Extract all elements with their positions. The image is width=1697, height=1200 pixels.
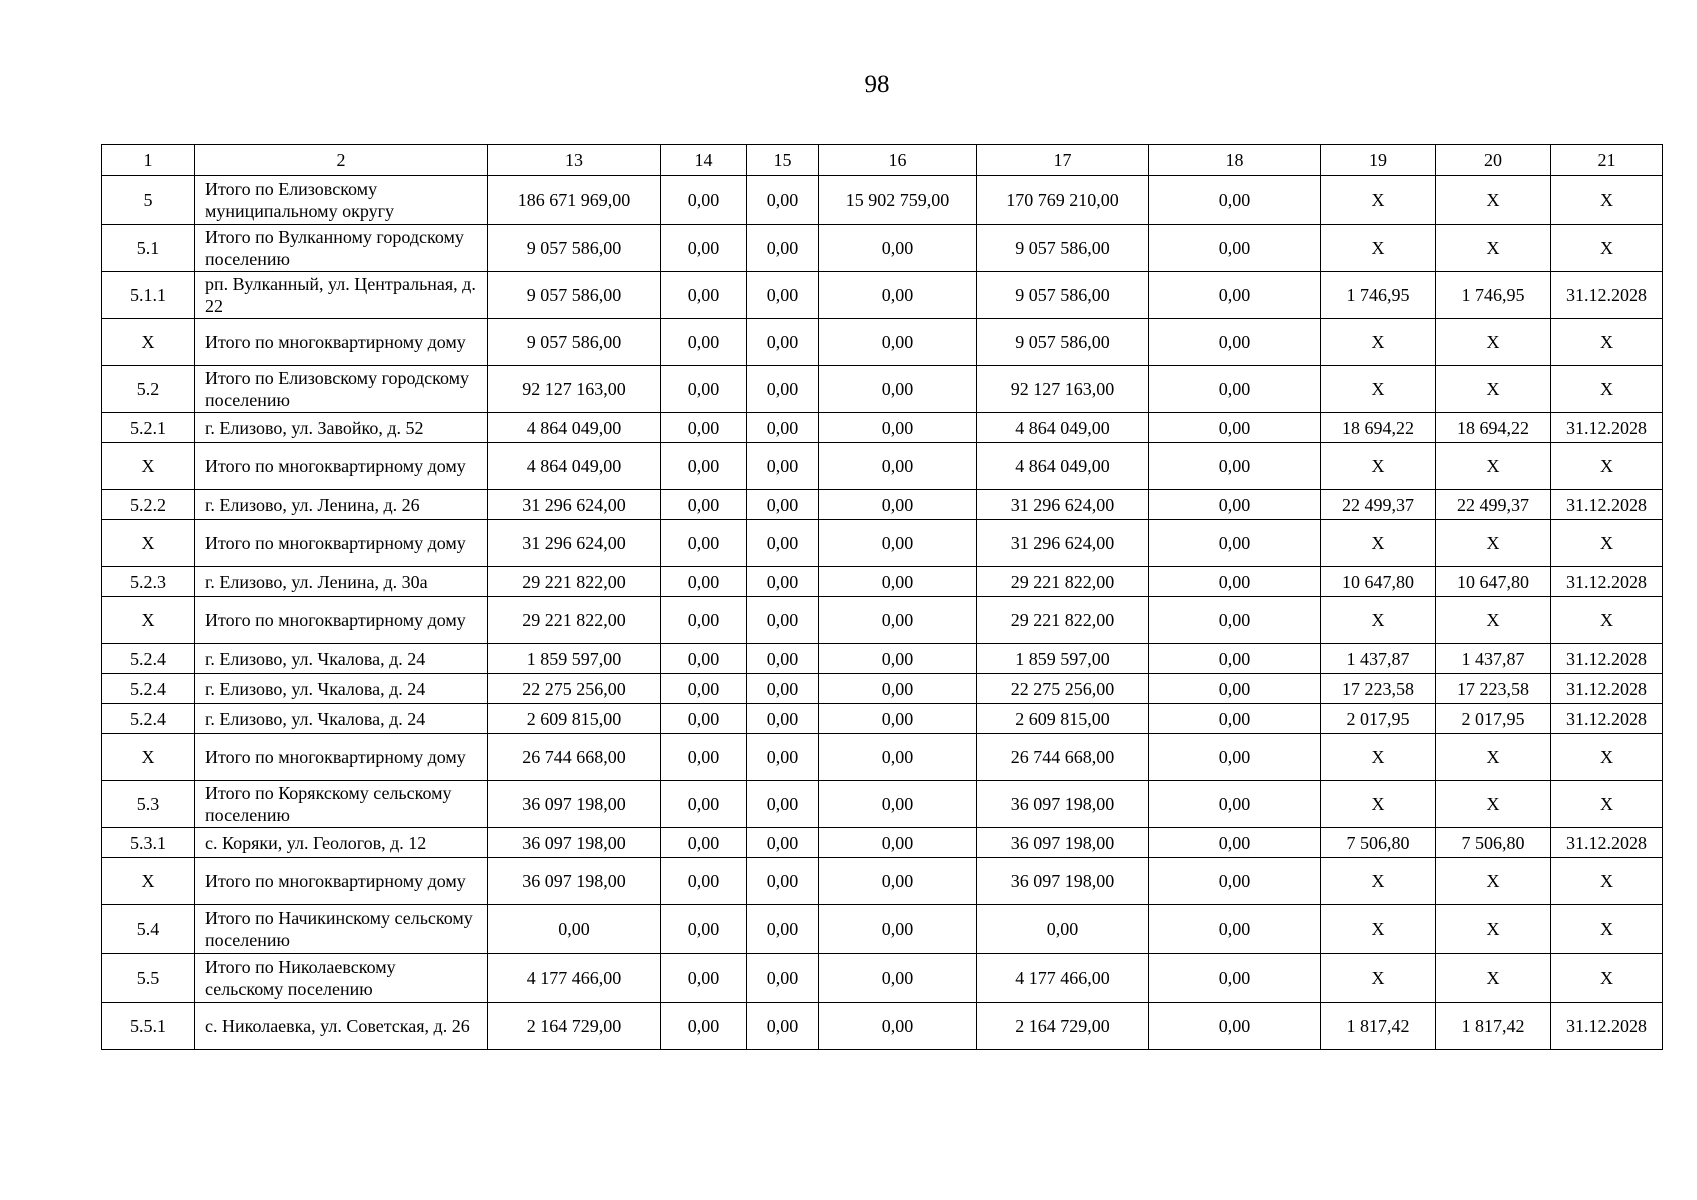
cell-col-17: 1 859 597,00	[977, 644, 1149, 674]
row-number: X	[102, 443, 195, 490]
column-header: 18	[1149, 145, 1321, 176]
cell-col-19: 2 017,95	[1321, 704, 1436, 734]
cell-col-15: 0,00	[747, 225, 819, 272]
cell-col-20: 17 223,58	[1436, 674, 1551, 704]
row-address: Итого по многоквартирному дому	[195, 520, 488, 567]
table-row	[102, 567, 1663, 597]
cell-col-19: X	[1321, 781, 1436, 828]
row-address: Итого по многоквартирному дому	[195, 858, 488, 905]
cell-col-21: X	[1551, 858, 1663, 905]
cell-col-17: 9 057 586,00	[977, 272, 1149, 319]
cell-col-20: 10 647,80	[1436, 567, 1551, 597]
cell-col-17: 36 097 198,00	[977, 858, 1149, 905]
cell-col-20: X	[1436, 443, 1551, 490]
row-address: г. Елизово, ул. Завойко, д. 52	[195, 413, 488, 443]
cell-col-21: 31.12.2028	[1551, 567, 1663, 597]
cell-col-19: 17 223,58	[1321, 674, 1436, 704]
row-number: X	[102, 319, 195, 366]
cell-col-20: 2 017,95	[1436, 704, 1551, 734]
cell-col-15: 0,00	[747, 1003, 819, 1050]
cell-col-16: 0,00	[819, 366, 977, 413]
cell-col-13: 29 221 822,00	[488, 597, 661, 644]
cell-col-21: X	[1551, 366, 1663, 413]
cell-col-14: 0,00	[661, 272, 747, 319]
cell-col-15: 0,00	[747, 272, 819, 319]
cell-col-14: 0,00	[661, 644, 747, 674]
cell-col-16: 0,00	[819, 597, 977, 644]
column-header: 1	[102, 145, 195, 176]
cell-col-18: 0,00	[1149, 954, 1321, 1003]
row-number: 5.2.4	[102, 674, 195, 704]
cell-col-17: 4 177 466,00	[977, 954, 1149, 1003]
cell-col-19: 1 817,42	[1321, 1003, 1436, 1050]
cell-col-19: X	[1321, 366, 1436, 413]
cell-col-15: 0,00	[747, 828, 819, 858]
cell-col-18: 0,00	[1149, 490, 1321, 520]
cell-col-18: 0,00	[1149, 520, 1321, 567]
cell-col-16: 0,00	[819, 225, 977, 272]
cell-col-13: 22 275 256,00	[488, 674, 661, 704]
cell-col-21: X	[1551, 905, 1663, 954]
cell-col-13: 9 057 586,00	[488, 225, 661, 272]
cell-col-20: X	[1436, 734, 1551, 781]
cell-col-16: 0,00	[819, 828, 977, 858]
row-address: г. Елизово, ул. Чкалова, д. 24	[195, 704, 488, 734]
row-number: X	[102, 520, 195, 567]
cell-col-17: 36 097 198,00	[977, 781, 1149, 828]
cell-col-13: 92 127 163,00	[488, 366, 661, 413]
cell-col-20: X	[1436, 954, 1551, 1003]
row-address: рп. Вулканный, ул. Центральная, д. 22	[195, 272, 488, 319]
row-number: 5	[102, 176, 195, 225]
row-number: 5.2.2	[102, 490, 195, 520]
cell-col-13: 0,00	[488, 905, 661, 954]
cell-col-16: 0,00	[819, 905, 977, 954]
row-address: г. Елизово, ул. Ленина, д. 26	[195, 490, 488, 520]
cell-col-19: 1 437,87	[1321, 644, 1436, 674]
cell-col-21: 31.12.2028	[1551, 490, 1663, 520]
cell-col-19: X	[1321, 225, 1436, 272]
cell-col-14: 0,00	[661, 567, 747, 597]
cell-col-17: 29 221 822,00	[977, 597, 1149, 644]
cell-col-14: 0,00	[661, 954, 747, 1003]
cell-col-17: 0,00	[977, 905, 1149, 954]
row-address: Итого по многоквартирному дому	[195, 319, 488, 366]
cell-col-19: X	[1321, 443, 1436, 490]
cell-col-20: X	[1436, 520, 1551, 567]
cell-col-15: 0,00	[747, 781, 819, 828]
cell-col-19: 7 506,80	[1321, 828, 1436, 858]
cell-col-16: 0,00	[819, 490, 977, 520]
cell-col-19: X	[1321, 520, 1436, 567]
cell-col-17: 170 769 210,00	[977, 176, 1149, 225]
cell-col-15: 0,00	[747, 413, 819, 443]
column-header: 21	[1551, 145, 1663, 176]
row-number: 5.5	[102, 954, 195, 1003]
cell-col-13: 9 057 586,00	[488, 272, 661, 319]
cell-col-16: 0,00	[819, 704, 977, 734]
cell-col-20: 7 506,80	[1436, 828, 1551, 858]
cell-col-16: 0,00	[819, 319, 977, 366]
cell-col-14: 0,00	[661, 597, 747, 644]
cell-col-20: X	[1436, 176, 1551, 225]
cell-col-16: 0,00	[819, 674, 977, 704]
cell-col-20: 1 437,87	[1436, 644, 1551, 674]
cell-col-18: 0,00	[1149, 597, 1321, 644]
cell-col-16: 15 902 759,00	[819, 176, 977, 225]
row-number: 5.2	[102, 366, 195, 413]
row-address: Итого по многоквартирному дому	[195, 597, 488, 644]
cell-col-16: 0,00	[819, 781, 977, 828]
cell-col-17: 2 164 729,00	[977, 1003, 1149, 1050]
row-address: Итого по Николаевскому сельскому поселению	[195, 954, 488, 1003]
cell-col-16: 0,00	[819, 567, 977, 597]
cell-col-16: 0,00	[819, 954, 977, 1003]
cell-col-15: 0,00	[747, 704, 819, 734]
cell-col-16: 0,00	[819, 443, 977, 490]
cell-col-16: 0,00	[819, 1003, 977, 1050]
table-row	[102, 319, 1663, 366]
cell-col-19: X	[1321, 597, 1436, 644]
cell-col-18: 0,00	[1149, 828, 1321, 858]
header-row	[102, 145, 1663, 176]
cell-col-18: 0,00	[1149, 567, 1321, 597]
cell-col-21: X	[1551, 597, 1663, 644]
cell-col-13: 4 864 049,00	[488, 413, 661, 443]
cell-col-15: 0,00	[747, 176, 819, 225]
column-header: 13	[488, 145, 661, 176]
cell-col-13: 36 097 198,00	[488, 828, 661, 858]
cell-col-18: 0,00	[1149, 905, 1321, 954]
cell-col-14: 0,00	[661, 1003, 747, 1050]
cell-col-14: 0,00	[661, 413, 747, 443]
cell-col-20: X	[1436, 597, 1551, 644]
row-number: 5.2.4	[102, 704, 195, 734]
cell-col-21: 31.12.2028	[1551, 644, 1663, 674]
table-row	[102, 644, 1663, 674]
table-row	[102, 828, 1663, 858]
cell-col-14: 0,00	[661, 490, 747, 520]
table-row	[102, 781, 1663, 828]
table-row	[102, 734, 1663, 781]
table-row	[102, 413, 1663, 443]
row-address: Итого по Вулканному городскому поселению	[195, 225, 488, 272]
row-number: 5.2.1	[102, 413, 195, 443]
cell-col-19: X	[1321, 954, 1436, 1003]
cell-col-17: 29 221 822,00	[977, 567, 1149, 597]
cell-col-18: 0,00	[1149, 366, 1321, 413]
cell-col-19: 22 499,37	[1321, 490, 1436, 520]
table-row	[102, 443, 1663, 490]
column-header: 2	[195, 145, 488, 176]
table-row	[102, 490, 1663, 520]
cell-col-17: 4 864 049,00	[977, 413, 1149, 443]
cell-col-18: 0,00	[1149, 858, 1321, 905]
column-header: 17	[977, 145, 1149, 176]
row-address: г. Елизово, ул. Ленина, д. 30а	[195, 567, 488, 597]
cell-col-20: 1 817,42	[1436, 1003, 1551, 1050]
cell-col-21: 31.12.2028	[1551, 704, 1663, 734]
table-row	[102, 704, 1663, 734]
cell-col-14: 0,00	[661, 828, 747, 858]
cell-col-14: 0,00	[661, 905, 747, 954]
column-header: 14	[661, 145, 747, 176]
cell-col-15: 0,00	[747, 674, 819, 704]
cell-col-15: 0,00	[747, 443, 819, 490]
cell-col-16: 0,00	[819, 413, 977, 443]
cell-col-21: X	[1551, 954, 1663, 1003]
cell-col-17: 9 057 586,00	[977, 225, 1149, 272]
cell-col-18: 0,00	[1149, 644, 1321, 674]
row-number: X	[102, 597, 195, 644]
cell-col-17: 31 296 624,00	[977, 490, 1149, 520]
cell-col-21: 31.12.2028	[1551, 413, 1663, 443]
cell-col-17: 31 296 624,00	[977, 520, 1149, 567]
table-row	[102, 520, 1663, 567]
cell-col-15: 0,00	[747, 567, 819, 597]
table-row	[102, 905, 1663, 954]
cell-col-21: X	[1551, 319, 1663, 366]
row-number: 5.2.3	[102, 567, 195, 597]
cell-col-14: 0,00	[661, 225, 747, 272]
cell-col-18: 0,00	[1149, 443, 1321, 490]
column-header: 16	[819, 145, 977, 176]
cell-col-17: 26 744 668,00	[977, 734, 1149, 781]
page-number: 98	[864, 71, 890, 98]
cell-col-15: 0,00	[747, 319, 819, 366]
cell-col-13: 2 164 729,00	[488, 1003, 661, 1050]
cell-col-13: 36 097 198,00	[488, 858, 661, 905]
cell-col-14: 0,00	[661, 319, 747, 366]
cell-col-14: 0,00	[661, 520, 747, 567]
cell-col-19: X	[1321, 858, 1436, 905]
cell-col-20: X	[1436, 366, 1551, 413]
table-row	[102, 366, 1663, 413]
row-address: Итого по Начикинскому сельскому поселению	[195, 905, 488, 954]
cell-col-14: 0,00	[661, 366, 747, 413]
cell-col-21: X	[1551, 520, 1663, 567]
cell-col-15: 0,00	[747, 597, 819, 644]
cell-col-18: 0,00	[1149, 1003, 1321, 1050]
cell-col-13: 9 057 586,00	[488, 319, 661, 366]
table-row	[102, 954, 1663, 1003]
table-row	[102, 225, 1663, 272]
row-address: Итого по Елизовскому муниципальному округу	[195, 176, 488, 225]
column-header: 15	[747, 145, 819, 176]
row-number: X	[102, 734, 195, 781]
cell-col-13: 4 177 466,00	[488, 954, 661, 1003]
table-row	[102, 176, 1663, 225]
cell-col-13: 29 221 822,00	[488, 567, 661, 597]
cell-col-20: 1 746,95	[1436, 272, 1551, 319]
cell-col-15: 0,00	[747, 905, 819, 954]
cell-col-21: X	[1551, 781, 1663, 828]
row-address: с. Николаевка, ул. Советская, д. 26	[195, 1003, 488, 1050]
cell-col-21: X	[1551, 176, 1663, 225]
cell-col-18: 0,00	[1149, 272, 1321, 319]
cell-col-17: 22 275 256,00	[977, 674, 1149, 704]
cell-col-16: 0,00	[819, 520, 977, 567]
cell-col-20: 18 694,22	[1436, 413, 1551, 443]
table-row	[102, 597, 1663, 644]
cell-col-15: 0,00	[747, 490, 819, 520]
cell-col-19: 18 694,22	[1321, 413, 1436, 443]
cell-col-20: X	[1436, 858, 1551, 905]
row-address: Итого по многоквартирному дому	[195, 443, 488, 490]
cell-col-21: 31.12.2028	[1551, 828, 1663, 858]
row-number: 5.1	[102, 225, 195, 272]
table-row	[102, 858, 1663, 905]
cell-col-13: 31 296 624,00	[488, 490, 661, 520]
cell-col-14: 0,00	[661, 734, 747, 781]
row-number: 5.2.4	[102, 644, 195, 674]
cell-col-17: 36 097 198,00	[977, 828, 1149, 858]
cell-col-17: 92 127 163,00	[977, 366, 1149, 413]
row-number: X	[102, 858, 195, 905]
cell-col-16: 0,00	[819, 858, 977, 905]
row-address: г. Елизово, ул. Чкалова, д. 24	[195, 674, 488, 704]
column-header: 19	[1321, 145, 1436, 176]
cell-col-15: 0,00	[747, 644, 819, 674]
cell-col-21: 31.12.2028	[1551, 272, 1663, 319]
cell-col-16: 0,00	[819, 734, 977, 781]
cell-col-18: 0,00	[1149, 413, 1321, 443]
table-row	[102, 1003, 1663, 1050]
cell-col-14: 0,00	[661, 704, 747, 734]
cell-col-18: 0,00	[1149, 734, 1321, 781]
cell-col-19: X	[1321, 905, 1436, 954]
cell-col-15: 0,00	[747, 366, 819, 413]
table-row	[102, 674, 1663, 704]
row-number: 5.5.1	[102, 1003, 195, 1050]
cell-col-21: 31.12.2028	[1551, 1003, 1663, 1050]
row-number: 5.1.1	[102, 272, 195, 319]
cell-col-17: 2 609 815,00	[977, 704, 1149, 734]
cell-col-21: X	[1551, 734, 1663, 781]
cell-col-21: X	[1551, 225, 1663, 272]
cell-col-14: 0,00	[661, 858, 747, 905]
cell-col-19: 1 746,95	[1321, 272, 1436, 319]
cell-col-18: 0,00	[1149, 319, 1321, 366]
cell-col-21: 31.12.2028	[1551, 674, 1663, 704]
cell-col-20: 22 499,37	[1436, 490, 1551, 520]
cell-col-14: 0,00	[661, 674, 747, 704]
cell-col-18: 0,00	[1149, 674, 1321, 704]
cell-col-16: 0,00	[819, 644, 977, 674]
row-number: 5.4	[102, 905, 195, 954]
cell-col-16: 0,00	[819, 272, 977, 319]
cell-col-15: 0,00	[747, 734, 819, 781]
row-address: Итого по Корякскому сельскому поселению	[195, 781, 488, 828]
cell-col-13: 186 671 969,00	[488, 176, 661, 225]
row-number: 5.3	[102, 781, 195, 828]
row-address: г. Елизово, ул. Чкалова, д. 24	[195, 644, 488, 674]
cell-col-15: 0,00	[747, 954, 819, 1003]
row-address: Итого по Елизовскому городскому поселению	[195, 366, 488, 413]
cell-col-15: 0,00	[747, 520, 819, 567]
cell-col-14: 0,00	[661, 443, 747, 490]
cell-col-19: 10 647,80	[1321, 567, 1436, 597]
cell-col-14: 0,00	[661, 176, 747, 225]
cell-col-13: 4 864 049,00	[488, 443, 661, 490]
cell-col-19: X	[1321, 734, 1436, 781]
cell-col-21: X	[1551, 443, 1663, 490]
cell-col-14: 0,00	[661, 781, 747, 828]
cell-col-19: X	[1321, 319, 1436, 366]
cell-col-20: X	[1436, 781, 1551, 828]
row-address: Итого по многоквартирному дому	[195, 734, 488, 781]
cell-col-18: 0,00	[1149, 225, 1321, 272]
row-number: 5.3.1	[102, 828, 195, 858]
cell-col-19: X	[1321, 176, 1436, 225]
cell-col-20: X	[1436, 225, 1551, 272]
register-table	[101, 144, 1663, 1050]
cell-col-13: 36 097 198,00	[488, 781, 661, 828]
cell-col-20: X	[1436, 905, 1551, 954]
cell-col-17: 4 864 049,00	[977, 443, 1149, 490]
column-header: 20	[1436, 145, 1551, 176]
cell-col-13: 31 296 624,00	[488, 520, 661, 567]
cell-col-13: 2 609 815,00	[488, 704, 661, 734]
cell-col-13: 26 744 668,00	[488, 734, 661, 781]
cell-col-18: 0,00	[1149, 176, 1321, 225]
cell-col-18: 0,00	[1149, 781, 1321, 828]
table-row	[102, 272, 1663, 319]
row-address: с. Коряки, ул. Геологов, д. 12	[195, 828, 488, 858]
cell-col-18: 0,00	[1149, 704, 1321, 734]
cell-col-15: 0,00	[747, 858, 819, 905]
cell-col-17: 9 057 586,00	[977, 319, 1149, 366]
cell-col-20: X	[1436, 319, 1551, 366]
cell-col-13: 1 859 597,00	[488, 644, 661, 674]
